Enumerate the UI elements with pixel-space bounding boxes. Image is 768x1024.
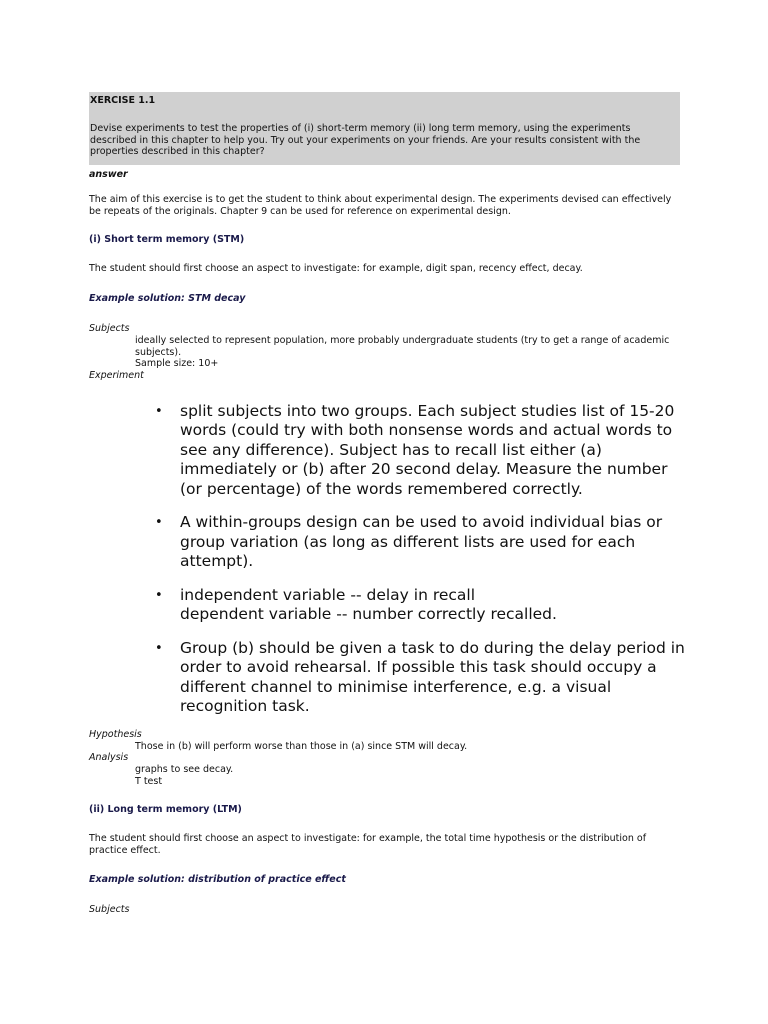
stm-subjects-label: Subjects <box>89 323 130 334</box>
stm-example-heading: Example solution: STM decay <box>89 293 246 304</box>
experiment-bullet-list <box>155 402 685 717</box>
intro-line: The aim of this exercise is to get the student to think about experimental design. The experiments devised can effectively <box>89 194 672 205</box>
stm-analysis-label: Analysis <box>89 752 129 763</box>
experiment-bullet-item <box>155 402 685 500</box>
exercise-question-line: Devise experiments to test the properties of (i) short-term memory (ii) long term memory, using the experiments <box>90 123 631 134</box>
bullet-icon: • <box>155 587 163 603</box>
stm-experiment-label: Experiment <box>89 369 144 381</box>
bullet-line: different channel to minimise interference, e.g. a visual <box>180 677 612 696</box>
exercise-question <box>90 123 676 158</box>
stm-heading: (i) Short term memory (STM) <box>89 234 245 245</box>
experiment-bullet-item <box>155 513 685 572</box>
bullet-line: dependent variable -- number correctly recalled. <box>180 605 557 623</box>
exercise-question-line: properties described in this chapter? <box>90 146 265 157</box>
stm-analysis-text <box>135 764 680 787</box>
bullet-line: Group (b) should be given a task to do during the delay period in <box>180 638 685 657</box>
ltm-intro-line: The student should first choose an aspect to investigate: for example, the total time hypothesis or the distribution of <box>89 833 647 844</box>
bullet-line: words (could try with both nonsense words and actual words to <box>180 421 673 439</box>
ltm-intro <box>89 833 680 857</box>
document-page <box>89 92 685 916</box>
stm-subjects-line: ideally selected to represent population, more probably undergraduate students (try to get a range of academic <box>135 335 670 346</box>
bullet-line: A within-groups design can be used to avoid individual bias or <box>180 513 663 531</box>
intro-line: be repeats of the originals. Chapter 9 can be used for reference on experimental design. <box>89 206 511 217</box>
stm-subjects-text <box>135 335 680 370</box>
stm-intro: The student should first choose an aspect to investigate: for example, digit span, recency effect, decay. <box>89 263 583 274</box>
stm-hypothesis-label: Hypothesis <box>89 728 142 740</box>
bullet-icon: • <box>155 640 163 656</box>
ltm-subjects-label: Subjects <box>89 904 130 915</box>
stm-analysis-line: graphs to see decay. <box>135 764 234 775</box>
exercise-title: XERCISE 1.1 <box>90 95 156 106</box>
ltm-heading: (ii) Long term memory (LTM) <box>89 804 242 815</box>
bullet-line: order to avoid rehearsal. If possible this task should occupy a <box>180 658 657 676</box>
experiment-bullet-item <box>155 639 685 717</box>
exercise-box <box>89 92 680 165</box>
bullet-line: recognition task. <box>180 697 310 715</box>
bullet-icon: • <box>155 515 163 530</box>
answer-label: answer <box>89 169 128 180</box>
stm-analysis-line: T test <box>135 775 163 787</box>
bullet-line: attempt). <box>180 552 254 570</box>
stm-subjects-line: Sample size: 10+ <box>135 358 219 369</box>
exercise-question-line: described in this chapter to help you. Try out your experiments on your friends. Are your results consistent with the <box>90 134 641 146</box>
bullet-line: immediately or (b) after 20 second delay. Measure the number <box>180 460 668 478</box>
bullet-icon: • <box>155 403 163 419</box>
bullet-line: see any difference). Subject has to recall list either (a) <box>180 440 602 459</box>
bullet-line: group variation (as long as different lists are used for each <box>180 532 636 551</box>
ltm-intro-line: practice effect. <box>89 845 161 856</box>
bullet-line: split subjects into two groups. Each subject studies list of 15-20 <box>180 401 675 420</box>
experiment-bullet-item <box>155 586 685 625</box>
bullet-line: (or percentage) of the words remembered correctly. <box>180 479 583 498</box>
ltm-example-heading: Example solution: distribution of practice effect <box>89 874 346 885</box>
stm-hypothesis-text: Those in (b) will perform worse than those in (a) since STM will decay. <box>135 740 468 752</box>
stm-subjects-line: subjects). <box>135 346 182 358</box>
bullet-line: independent variable -- delay in recall <box>180 585 476 604</box>
intro-paragraph <box>89 194 680 218</box>
